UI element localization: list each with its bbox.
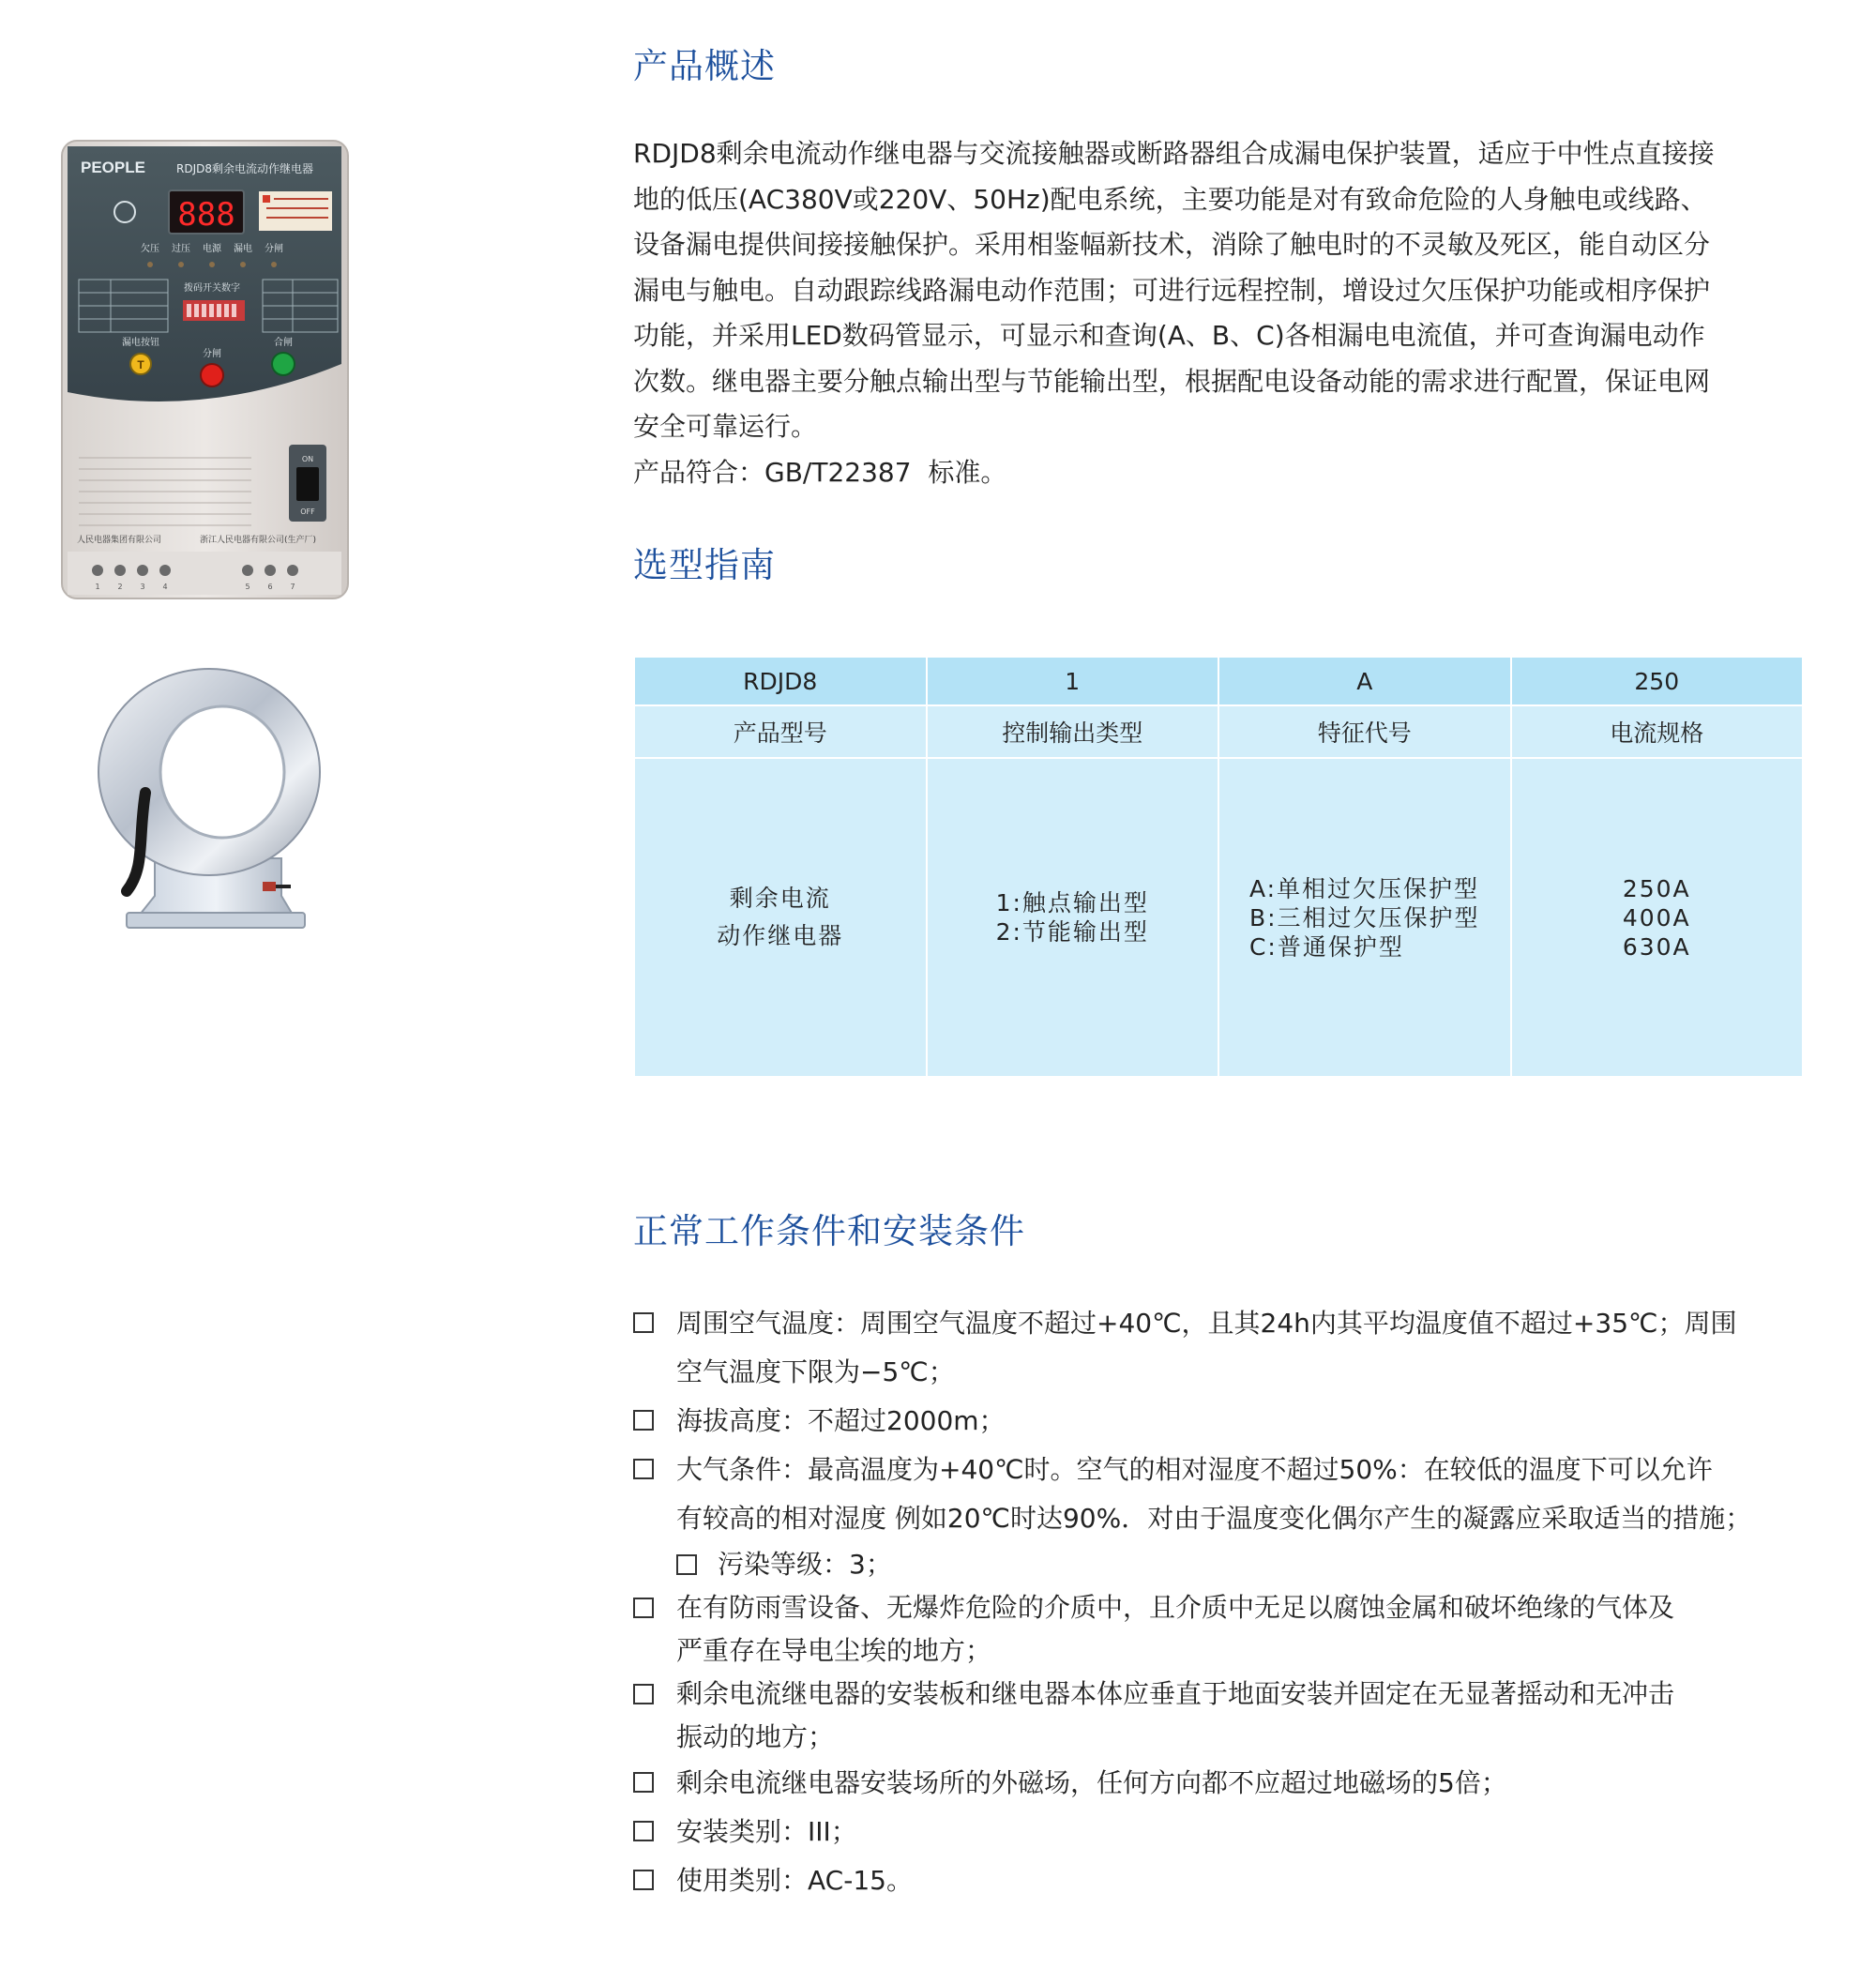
checkbox-icon [633,1598,654,1618]
dip-label: 拨码开关数字 [184,283,240,294]
condition-item: 在有防雨雪设备、无爆炸危险的介质中，且介质中无足以腐蚀金属和破坏绝缘的气体及 [633,1586,1843,1629]
header-cell: 产品型号 [634,705,927,758]
body-cell-current [1511,758,1804,1077]
current-transformer-image [89,661,333,943]
model-label: RDJD8剩余电流动作继电器 [176,162,313,175]
svg-text:1: 1 [95,583,100,591]
button-label: 合闸 [274,338,293,348]
condition-item: 安装类别：III； [633,1808,1843,1856]
overview-line: 次数。继电器主要分触点输出型与节能输出型，根据配电设备动能的需求进行配置，保证电网 [633,365,1711,397]
led-display: 888 [177,196,235,234]
switch-off-label: OFF [300,507,315,516]
button-label: 分闸 [203,349,221,359]
condition-item: 大气条件：最高温度为+40℃时。空气的相对湿度不超过50%：在较低的温度下可以允许 [633,1446,1843,1494]
body-line: 1:触点输出型 [995,889,1149,916]
svg-text:7: 7 [290,583,295,591]
code-row [634,657,1803,705]
body-line: C:普通保护型 [1248,932,1404,961]
condition-item: 剩余电流继电器安装场所的外磁场，任何方向都不应超过地磁场的5倍； [633,1759,1843,1808]
brand-label: PEOPLE [81,159,145,176]
header-cell: 特征代号 [1218,705,1511,758]
overview-title: 产品概述 [633,46,776,86]
indicator-label: 分闸 [265,244,283,254]
body-line: 2:节能输出型 [995,918,1149,946]
code-cell: RDJD8 [634,657,927,705]
close-button-icon [272,353,295,375]
button-label: 漏电按钮 [122,338,159,348]
condition-item-cont: 有较高的相对湿度 例如20℃时达90%．对由于温度变化偶尔产生的凝露应采取适当的措施； [676,1503,1752,1534]
indicator-label: 欠压 [141,244,159,254]
test-key-label: T [137,358,144,371]
svg-text:3: 3 [140,583,145,591]
indicator-label: 过压 [172,244,190,254]
checkbox-icon [633,1821,654,1841]
relay-device-image [54,139,355,600]
overview-line: 设备漏电提供间接接触保护。采用相鉴幅新技术，消除了触电时的不灵敏及死区，能自动区分 [633,229,1711,260]
checkbox-icon [633,1410,654,1431]
checkbox-icon [633,1312,654,1333]
body-line: 630A [1622,932,1691,961]
body-line: 剩余电流 [729,885,831,912]
indicator-label: 电源 [203,244,221,254]
selection-table [633,656,1804,1078]
body-line: 400A [1622,903,1691,931]
checkbox-icon [633,1870,654,1890]
header-cell: 电流规格 [1511,705,1804,758]
checkbox-icon [633,1684,654,1704]
overview-paragraph [633,131,1820,495]
condition-item: 海拔高度：不超过2000m； [633,1397,1843,1446]
relay-device-drawing [54,139,355,600]
overview-line: 漏电与触电。自动跟踪线路漏电动作范围；可进行远程控制，增设过欠压保护功能或相序保护 [633,274,1711,306]
body-line: B:三相过欠压保护型 [1248,903,1480,931]
switch-on-label: ON [301,455,314,463]
condition-item: 使用类别：AC-15。 [633,1856,1843,1905]
condition-item: 周围空气温度：周围空气温度不超过+40℃，且其24h内其平均温度值不超过+35℃；周围 [633,1299,1843,1348]
checkbox-icon [633,1459,654,1479]
svg-text:5: 5 [245,583,250,591]
body-line: A:单相过欠压保护型 [1248,874,1480,902]
svg-text:4: 4 [162,583,168,591]
condition-item-cont: 空气温度下限为−5℃； [676,1356,955,1387]
checkbox-icon [633,1772,654,1793]
conditions-title: 正常工作条件和安装条件 [633,1211,1025,1251]
maker-right: 浙江人民电器有限公司(生产厂) [200,536,317,545]
maker-left: 人民电器集团有限公司 [77,536,162,545]
trip-button-icon [201,364,223,386]
body-line: 250A [1622,874,1691,902]
overview-line: RDJD8剩余电流动作继电器与交流接触器或断路器组合成漏电保护装置，适应于中性点直接接 [633,138,1715,169]
condition-item-cont: 振动的地方； [676,1721,835,1752]
code-cell: A [1218,657,1511,705]
overview-line: 产品符合：GB/T22387 标准。 [633,456,1007,488]
conditions-list [633,1299,1843,1905]
body-cell-product [634,758,927,1077]
body-line: 动作继电器 [717,922,844,949]
selection-title: 选型指南 [633,545,776,585]
header-row [634,705,1803,758]
indicator-label: 漏电 [234,244,252,254]
condition-item-sub: 污染等级：3； [633,1543,1843,1586]
svg-text:2: 2 [117,583,123,591]
condition-item: 剩余电流继电器的安装板和继电器本体应垂直于地面安装并固定在无显著摇动和无冲击 [633,1673,1843,1716]
overview-line: 功能，并采用LED数码管显示，可显示和查询(A、B、C)各相漏电电流值，并可查询漏电动作 [633,320,1705,351]
header-cell: 控制输出类型 [927,705,1219,758]
checkbox-icon [676,1554,697,1575]
condition-item-cont: 严重存在导电尘埃的地方； [676,1635,992,1666]
body-cell-output [927,758,1219,1077]
code-cell: 250 [1511,657,1804,705]
overview-line: 地的低压(AC380V或220V、50Hz)配电系统，主要功能是对有致命危险的人身触电或线路、 [633,183,1707,215]
body-row [634,758,1803,1077]
svg-text:6: 6 [267,583,273,591]
overview-line: 安全可靠运行。 [633,411,818,442]
body-cell-feature [1218,758,1511,1077]
ring-drawing [89,661,333,943]
code-cell: 1 [927,657,1219,705]
